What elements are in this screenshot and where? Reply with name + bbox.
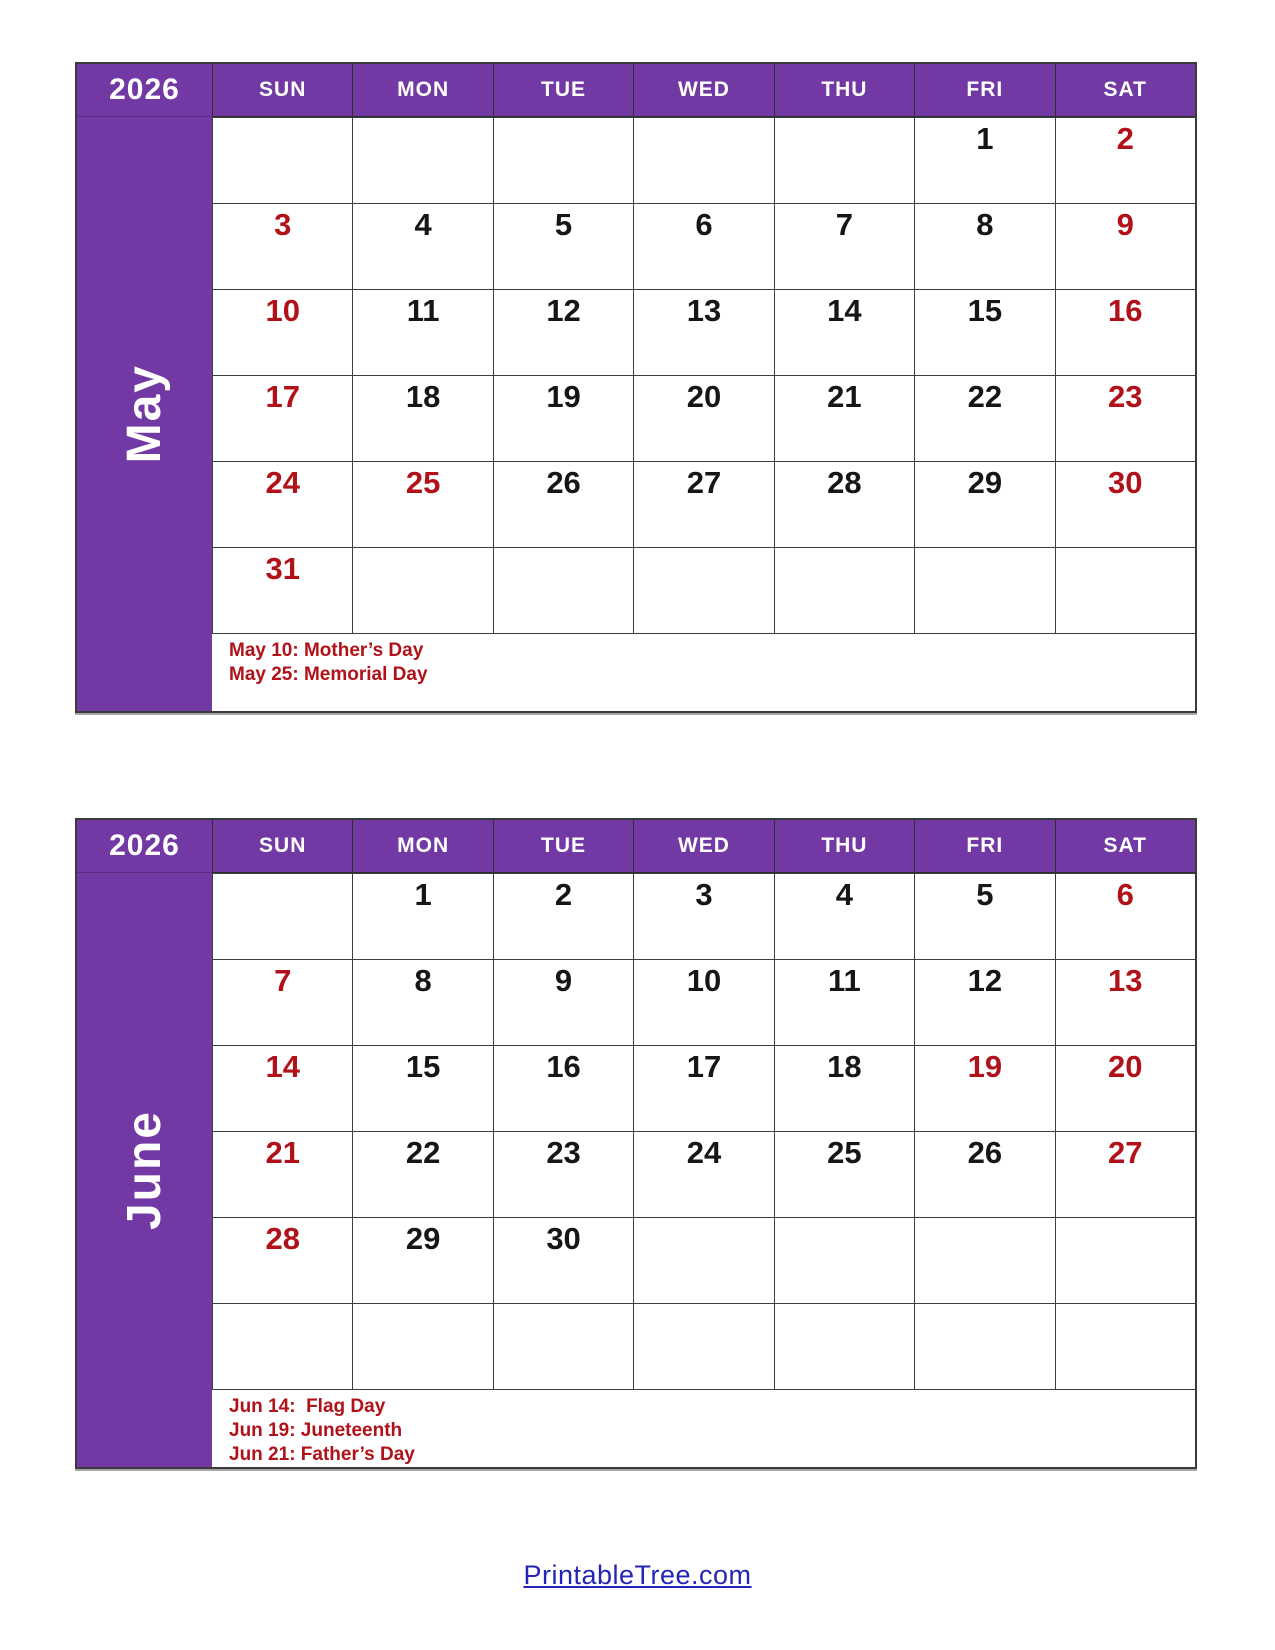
day-cell: 24 bbox=[212, 461, 352, 547]
day-header-tue: TUE bbox=[493, 820, 633, 873]
day-cell: 18 bbox=[774, 1045, 914, 1131]
week-row bbox=[212, 1045, 1195, 1131]
day-cell: 1 bbox=[914, 117, 1054, 203]
month-label-box bbox=[77, 117, 212, 711]
day-cell: 25 bbox=[352, 461, 492, 547]
day-cell bbox=[493, 1303, 633, 1389]
day-cell: 9 bbox=[1055, 203, 1195, 289]
day-cell: 6 bbox=[633, 203, 773, 289]
holiday-note: May 25: Memorial Day bbox=[229, 663, 428, 685]
day-cell: 19 bbox=[493, 375, 633, 461]
day-cell bbox=[633, 1217, 773, 1303]
week-row bbox=[212, 461, 1195, 547]
day-cell: 7 bbox=[774, 203, 914, 289]
day-cell bbox=[352, 547, 492, 633]
day-cell bbox=[633, 1303, 773, 1389]
day-cell: 26 bbox=[493, 461, 633, 547]
year-label: 2026 bbox=[77, 64, 212, 117]
day-cell bbox=[914, 1303, 1054, 1389]
day-header-row bbox=[212, 64, 1195, 117]
day-cell: 12 bbox=[914, 959, 1054, 1045]
month-label: May bbox=[118, 364, 171, 464]
day-cell: 29 bbox=[914, 461, 1054, 547]
day-cell bbox=[212, 873, 352, 959]
day-cell: 12 bbox=[493, 289, 633, 375]
day-cell: 5 bbox=[493, 203, 633, 289]
day-cell: 21 bbox=[774, 375, 914, 461]
day-cell: 11 bbox=[352, 289, 492, 375]
day-cell bbox=[1055, 1217, 1195, 1303]
day-cell: 21 bbox=[212, 1131, 352, 1217]
day-header-wed: WED bbox=[633, 820, 773, 873]
holiday-note: Jun 14: Flag Day bbox=[229, 1396, 386, 1417]
holiday-notes bbox=[212, 633, 1195, 711]
day-cell: 11 bbox=[774, 959, 914, 1045]
day-cell: 20 bbox=[633, 375, 773, 461]
day-header-mon: MON bbox=[352, 64, 492, 117]
day-cell: 19 bbox=[914, 1045, 1054, 1131]
month-label: June bbox=[118, 1109, 171, 1231]
week-row bbox=[212, 1217, 1195, 1303]
day-cell: 8 bbox=[914, 203, 1054, 289]
day-cell: 30 bbox=[493, 1217, 633, 1303]
printabletree-link[interactable]: PrintableTree.com bbox=[523, 1560, 752, 1590]
day-cell bbox=[212, 117, 352, 203]
day-cell: 16 bbox=[1055, 289, 1195, 375]
day-cell: 8 bbox=[352, 959, 492, 1045]
day-cell bbox=[774, 547, 914, 633]
day-cell: 3 bbox=[633, 873, 773, 959]
day-cell: 18 bbox=[352, 375, 492, 461]
holiday-notes bbox=[212, 1389, 1195, 1467]
week-row bbox=[212, 117, 1195, 203]
week-row bbox=[212, 203, 1195, 289]
day-cell: 10 bbox=[633, 959, 773, 1045]
day-header-sat: SAT bbox=[1055, 64, 1195, 117]
day-cell: 31 bbox=[212, 547, 352, 633]
day-cell: 15 bbox=[352, 1045, 492, 1131]
day-cell: 30 bbox=[1055, 461, 1195, 547]
month-label-box bbox=[77, 873, 212, 1467]
holiday-note: Jun 19: Juneteenth bbox=[229, 1419, 403, 1441]
day-header-mon: MON bbox=[352, 820, 492, 873]
day-header-sun: SUN bbox=[212, 64, 352, 117]
day-cell: 17 bbox=[212, 375, 352, 461]
day-cell bbox=[774, 1217, 914, 1303]
day-cell: 15 bbox=[914, 289, 1054, 375]
day-cell: 28 bbox=[774, 461, 914, 547]
day-cell bbox=[1055, 547, 1195, 633]
day-cell bbox=[493, 117, 633, 203]
day-cell: 22 bbox=[914, 375, 1054, 461]
week-row bbox=[212, 1131, 1195, 1217]
day-header-sat: SAT bbox=[1055, 820, 1195, 873]
day-cell bbox=[774, 1303, 914, 1389]
week-row bbox=[212, 547, 1195, 633]
day-header-thu: THU bbox=[774, 64, 914, 117]
day-cell: 16 bbox=[493, 1045, 633, 1131]
day-cell: 17 bbox=[633, 1045, 773, 1131]
week-row bbox=[212, 873, 1195, 959]
day-header-fri: FRI bbox=[914, 64, 1054, 117]
day-cell: 13 bbox=[1055, 959, 1195, 1045]
day-cell: 13 bbox=[633, 289, 773, 375]
day-cell: 23 bbox=[1055, 375, 1195, 461]
day-cell: 26 bbox=[914, 1131, 1054, 1217]
day-cell bbox=[1055, 1303, 1195, 1389]
month-sidebar bbox=[77, 64, 212, 711]
month-sidebar bbox=[77, 820, 212, 1467]
week-row bbox=[212, 959, 1195, 1045]
day-cell: 4 bbox=[774, 873, 914, 959]
holiday-note: Jun 21: Father’s Day bbox=[229, 1443, 415, 1465]
week-row bbox=[212, 289, 1195, 375]
calendar-may bbox=[75, 62, 1197, 713]
day-cell bbox=[352, 117, 492, 203]
day-cell bbox=[633, 117, 773, 203]
day-header-sun: SUN bbox=[212, 820, 352, 873]
day-header-wed: WED bbox=[633, 64, 773, 117]
day-cell: 7 bbox=[212, 959, 352, 1045]
day-cell: 27 bbox=[1055, 1131, 1195, 1217]
day-header-thu: THU bbox=[774, 820, 914, 873]
day-cell: 3 bbox=[212, 203, 352, 289]
day-cell: 9 bbox=[493, 959, 633, 1045]
day-header-tue: TUE bbox=[493, 64, 633, 117]
year-label: 2026 bbox=[77, 820, 212, 873]
week-row bbox=[212, 1303, 1195, 1389]
week-row bbox=[212, 375, 1195, 461]
day-cell bbox=[914, 547, 1054, 633]
day-cell: 27 bbox=[633, 461, 773, 547]
day-header-fri: FRI bbox=[914, 820, 1054, 873]
calendar-grid bbox=[212, 820, 1195, 1467]
day-cell: 24 bbox=[633, 1131, 773, 1217]
day-cell bbox=[212, 1303, 352, 1389]
calendar-grid bbox=[212, 64, 1195, 711]
day-cell: 5 bbox=[914, 873, 1054, 959]
day-cell: 10 bbox=[212, 289, 352, 375]
day-cell: 4 bbox=[352, 203, 492, 289]
day-cell bbox=[352, 1303, 492, 1389]
day-cell: 2 bbox=[493, 873, 633, 959]
day-cell: 25 bbox=[774, 1131, 914, 1217]
day-cell: 20 bbox=[1055, 1045, 1195, 1131]
day-cell: 6 bbox=[1055, 873, 1195, 959]
day-cell bbox=[774, 117, 914, 203]
day-cell bbox=[493, 547, 633, 633]
day-cell: 14 bbox=[774, 289, 914, 375]
day-cell: 22 bbox=[352, 1131, 492, 1217]
day-cell: 23 bbox=[493, 1131, 633, 1217]
page-footer bbox=[0, 1560, 1275, 1591]
holiday-note: May 10: Mother’s Day bbox=[229, 640, 424, 661]
day-cell bbox=[914, 1217, 1054, 1303]
day-cell: 2 bbox=[1055, 117, 1195, 203]
day-cell: 1 bbox=[352, 873, 492, 959]
day-cell: 29 bbox=[352, 1217, 492, 1303]
day-header-row bbox=[212, 820, 1195, 873]
day-cell: 14 bbox=[212, 1045, 352, 1131]
calendar-june bbox=[75, 818, 1197, 1469]
day-cell: 28 bbox=[212, 1217, 352, 1303]
day-cell bbox=[633, 547, 773, 633]
